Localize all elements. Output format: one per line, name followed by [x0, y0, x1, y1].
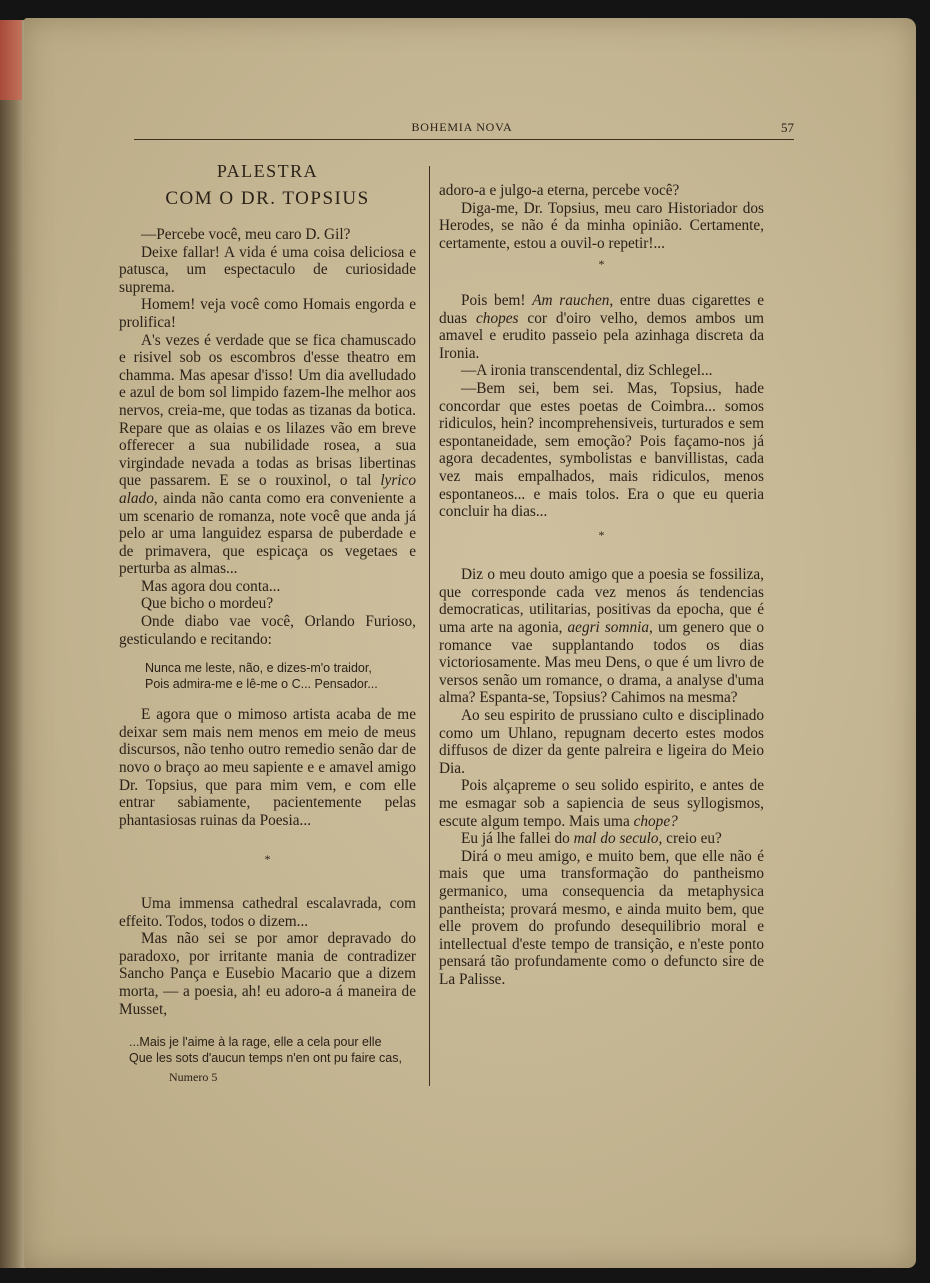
paragraph: Homem! veja você como Homais engorda e prolifica! [119, 296, 416, 331]
text-run: Pois bem! [461, 291, 533, 309]
paragraph: Mas agora dou conta... [141, 577, 281, 595]
verse-quote [129, 1034, 416, 1066]
text-run: Diz o meu douto amigo que a poesia se fossiliza, que corresponde cada vez menos ás tendencias democraticas, utilitarias, positivas da epocha, que é uma arte na agonia, [439, 566, 764, 637]
text-run: , ainda não canta como era conveniente a um scenario de romanza, note você que anda já pelo ar uma languidez esparsa de puberdade e de primavera, que espicaça os vegetaes e perturba as almas... [119, 489, 416, 578]
section-separator: * [598, 257, 605, 272]
text-run: A's vezes é verdade que se fica chamuscado e risivel sob os escombros d'esse theatro em chamma. Mas apesar d'isso! Um dia avelludado e azul de bom sol limpido fazem-lhe melhor aos nervos, creia-me, que todas as tizanas da botica. Repare que as olaias e os lilazes vão em breve offerecer a sua nubilidade rosea, a sua virgindade nevada a todas as brisas libertinas que passarem. E se o rouxinol, o tal [119, 331, 416, 490]
right-column [439, 158, 764, 989]
section-separator: * [598, 527, 605, 542]
paragraph: Mas não sei se por amor depravado do paradoxo, por irritante mania de contradizer Sancho Pança e Eusebio Macario que a dizem morta, — a poesia, ah! eu adoro-a á maneira de Musset, [119, 930, 416, 1018]
verse-quote [145, 660, 416, 692]
issue-number: Numero 5 [169, 1070, 218, 1084]
verse-line: Que les sots d'aucun temps n'en ont pu faire cas, [129, 1051, 402, 1066]
italic-run: chope? [633, 812, 678, 830]
article-title: PALESTRA [216, 161, 319, 181]
text-run: creio eu? [662, 830, 722, 848]
paragraph: Onde diabo vae você, Orlando Furioso, gesticulando e recitando: [119, 613, 416, 648]
text-run: cor d'oiro velho, demos ambos um amavel e erudito passeio pela azinhaga discreta da Ironia. [439, 309, 764, 362]
journal-title: BOHEMIA NOVA [411, 120, 513, 134]
paragraph: Deixe fallar! A vida é uma coisa deliciosa e patusca, um espectaculo de curiosidade suprema. [119, 243, 416, 296]
italic-run: chopes [476, 309, 519, 327]
left-column [119, 158, 416, 1080]
paragraph: E agora que o mimoso artista acaba de me deixar sem mais nem menos em meio de meus discursos, não tenho outro remedio senão dar de novo o braço ao meu sapiente e e amavel amigo Dr. Topsius, que para mim vem, e com elle entrar sabiamente, pacientemente pelas phantasiosas ruinas da Poesia... [119, 706, 416, 829]
article-subtitle: COM O DR. TOPSIUS [165, 188, 370, 209]
paragraph [119, 332, 416, 578]
italic-run: aegri somnia, [567, 619, 653, 637]
paragraph: Diga-me, Dr. Topsius, meu caro Historiador dos Herodes, se não é da minha opinião. Certamente, certamente, estou a ouvil-o repetir!... [439, 199, 764, 252]
paragraph: —Bem sei, bem sei. Mas, Topsius, hade concordar que estes poetas de Coimbra... somos ridiculos, hein? incomprehensiveis, turturados e sem espontaneidade, sem emoção? Pois façamo-nos já agora decadentes, symbolistas e banvillistas, cada vez mais empalhados, mais ridiculos, menos espontaneos... e mais tolos. Era o que eu queria concluir ha dias... [439, 379, 764, 521]
page-sheet [24, 18, 916, 1268]
paragraph [439, 566, 764, 707]
verse-line: ...Mais je l'aime à la rage, elle a cela pour elle [129, 1035, 382, 1050]
book-spine [0, 20, 26, 1268]
header-rule [134, 139, 794, 140]
section-separator: * [264, 852, 271, 867]
text-run: um genero que o romance vae supplantando todos os dias victoriosamente. Mas meu Dens, o que é um livro de versos senão um romance, o drama, a analyse d'uma alma? Espanta-se, Topsius? Cahimos na mesma? [439, 619, 765, 707]
text-run: , entre duas cigarettes e duas [439, 291, 765, 327]
verse-line: Pois admira-me e lê-me o C... Pensador... [145, 677, 378, 692]
page-number: 57 [781, 120, 794, 135]
text-run: Pois alçapreme o seu solido espirito, e antes de me esmagar sob a sapiencia de seus syllogismos, escute algum tempo. Mais uma [439, 777, 764, 830]
paragraph: adoro-a e julgo-a eterna, percebe você? [439, 182, 680, 199]
paragraph: —Percebe você, meu caro D. Gil? [141, 226, 351, 243]
text-run: Eu já lhe fallei do [461, 830, 574, 848]
italic-run: lyrico alado [119, 472, 416, 507]
paragraph: —A ironia transcendental, diz Schlegel... [461, 362, 713, 380]
paragraph: Dirá o meu amigo, e muito bem, que elle não é mais que uma transformação do pantheismo germanico, uma consequencia da metaphysica pantheista; provará mesmo, e ainda muito bem, que elle provem do profundo desequilibrio moral e intellectual d'este tempo de transição, e n'este ponto pensará tão profundamente como o defuncto sire de La Palisse. [439, 847, 764, 988]
spine-red-tab [0, 20, 22, 100]
paragraph: Uma immensa cathedral escalavrada, com effeito. Todos, todos o dizem... [119, 895, 416, 930]
paragraph [439, 777, 764, 830]
paragraph: Que bicho o mordeu? [141, 595, 274, 613]
italic-run: Am rauchen [532, 291, 610, 309]
verse-line: Nunca me leste, não, e dizes-m'o traidor, [145, 661, 372, 676]
paragraph [439, 292, 764, 362]
running-head [134, 120, 794, 140]
column-rule [429, 166, 430, 1086]
paragraph [439, 830, 764, 848]
paragraph: Ao seu espirito de prussiano culto e disciplinado como um Uhlano, repugnam decerto estes modos diffusos de dizer da gente palreira e ligeira do Meio Dia. [439, 707, 764, 777]
italic-run: mal do seculo, [573, 830, 663, 848]
